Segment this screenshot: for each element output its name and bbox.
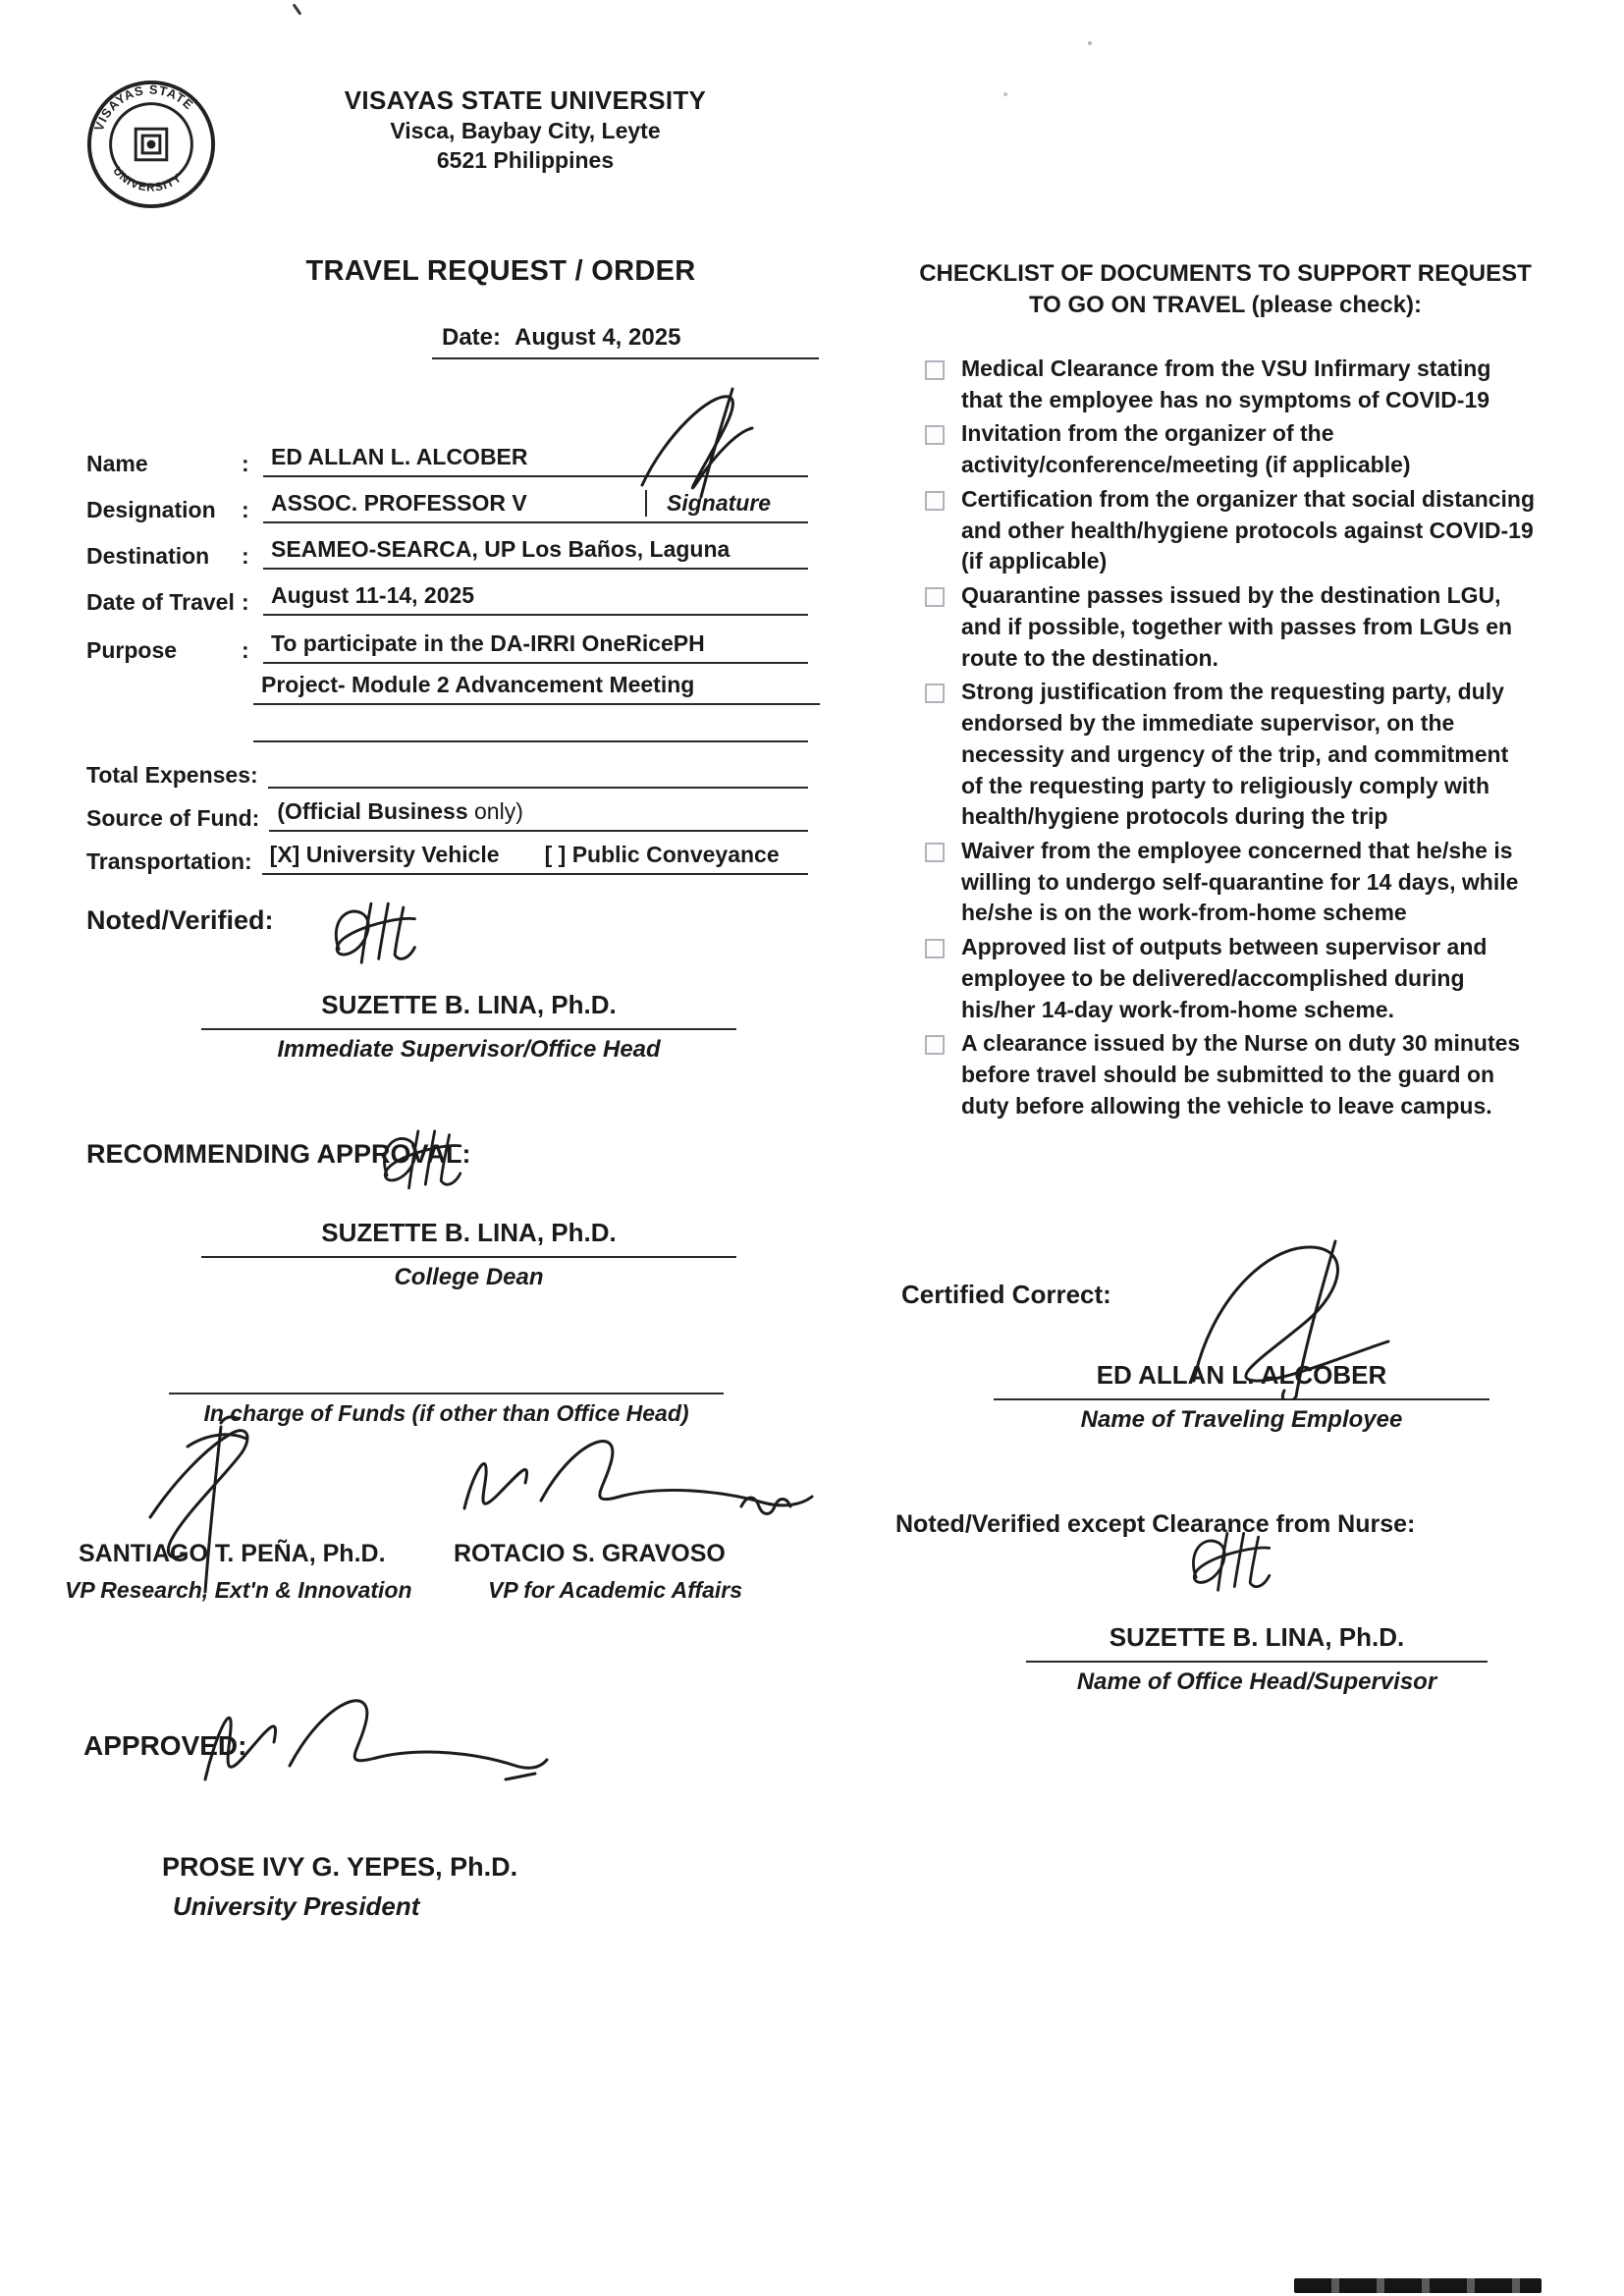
certified-correct-label: Certified Correct: <box>901 1280 1111 1309</box>
date-row <box>432 324 819 359</box>
field-destination <box>86 532 808 570</box>
field-purpose <box>86 627 808 664</box>
checklist-item <box>925 677 1536 833</box>
recommending-signatory <box>201 1218 736 1291</box>
checklist <box>925 354 1536 1125</box>
funds-left-title: VP Research, Ext'n & Innovation <box>65 1577 412 1603</box>
checkbox-icon <box>925 1035 945 1055</box>
form-title: TRAVEL REQUEST / ORDER <box>305 255 696 287</box>
signatory-name: SUZETTE B. LINA, Ph.D. <box>201 1218 736 1258</box>
colon: : <box>242 543 249 569</box>
lina-signature <box>312 889 455 987</box>
svg-text:VISAYAS STATE: VISAYAS STATE <box>90 82 197 134</box>
noted-except-signatory <box>1026 1622 1488 1696</box>
checklist-item-text: Approved list of outputs between supervisor and employee to be delivered/accomplished during his/her 14-day work-from-home scheme. <box>961 934 1488 1022</box>
purpose-value-line1: To participate in the DA-IRRI OneRicePH <box>263 630 808 664</box>
gravoso-signature <box>447 1414 820 1537</box>
total-expenses-label: Total Expenses: <box>86 762 258 788</box>
scan-dot-artifact <box>1088 41 1092 45</box>
checklist-item <box>925 932 1536 1025</box>
checkbox-icon <box>925 939 945 958</box>
president-name: PROSE IVY G. YEPES, Ph.D. <box>162 1852 518 1882</box>
checkbox-icon <box>925 843 945 862</box>
checklist-item <box>925 836 1536 929</box>
pen-mark-artifact <box>293 3 302 15</box>
checklist-title-line1: CHECKLIST OF DOCUMENTS TO SUPPORT REQUEST <box>919 260 1532 287</box>
date-label: Date: <box>442 324 502 351</box>
noted-verified-signatory <box>201 990 736 1064</box>
colon: : <box>242 497 249 522</box>
checklist-item-text: Quarantine passes issued by the destination LGU, and if possible, together with passes from LGUs en route to the destination. <box>961 582 1513 671</box>
signature-cell-label: Signature <box>645 490 804 517</box>
designation-value: ASSOC. PROFESSOR V <box>271 490 527 516</box>
name-value: ED ALLAN L. ALCOBER <box>263 444 808 477</box>
funds-right-name: ROTACIO S. GRAVOSO <box>454 1540 726 1567</box>
checkbox-icon <box>925 491 945 511</box>
funds-caption: In charge of Funds (if other than Office Head) <box>169 1393 724 1427</box>
colon: : <box>242 451 249 476</box>
funds-right-title: VP for Academic Affairs <box>488 1577 743 1603</box>
field-name <box>86 440 808 477</box>
field-source-of-fund <box>86 793 808 832</box>
destination-value: SEAMEO-SEARCA, UP Los Baños, Laguna <box>263 536 808 570</box>
name-label: Name <box>86 451 148 476</box>
destination-label: Destination <box>86 543 210 569</box>
recommending-approval-label: RECOMMENDING APPROVAL: <box>86 1139 471 1169</box>
president-title: University President <box>173 1891 420 1921</box>
checklist-item <box>925 580 1536 674</box>
signatory-name: SUZETTE B. LINA, Ph.D. <box>201 990 736 1030</box>
transportation-value <box>262 842 808 875</box>
checkbox-icon <box>925 360 945 380</box>
total-expenses-value <box>268 782 808 789</box>
date-value: August 4, 2025 <box>514 324 681 351</box>
university-name: VISAYAS STATE UNIVERSITY <box>344 85 707 115</box>
source-of-fund-bold: (Official Business <box>277 798 468 824</box>
signatory-title: Name of Office Head/Supervisor <box>1076 1668 1437 1695</box>
approved-label: APPROVED: <box>83 1730 247 1761</box>
checklist-item-text: Invitation from the organizer of the activity/conference/meeting (if applicable) <box>961 420 1411 478</box>
signatory-name: ED ALLAN L. ALCOBER <box>994 1360 1489 1400</box>
checkbox-icon <box>925 425 945 445</box>
checklist-item-text: Strong justification from the requesting party, duly endorsed by the immediate supervisor, on the necessity and urgency of the trip, and commitment of the requesting party to religiously comply with health/hygiene protocols during the trip <box>961 679 1509 830</box>
signatory-title: College Dean <box>394 1264 544 1290</box>
colon: : <box>242 637 249 663</box>
certified-correct-signatory <box>994 1360 1489 1434</box>
checklist-item <box>925 484 1536 577</box>
field-date-of-travel <box>86 578 808 616</box>
checklist-item-text: Medical Clearance from the VSU Infirmary stating that the employee has no symptoms of COVID-19 <box>961 355 1491 412</box>
purpose-label: Purpose <box>86 637 178 663</box>
checklist-item <box>925 354 1536 415</box>
svg-text:UNIVERSITY: UNIVERSITY <box>110 163 185 194</box>
scan-edge-artifact <box>1294 2278 1542 2293</box>
checklist-item <box>925 418 1536 480</box>
scan-dot-artifact <box>1003 92 1007 96</box>
colon: : <box>242 589 249 615</box>
noted-verified-label: Noted/Verified: <box>86 905 274 935</box>
university-seal-icon <box>83 77 219 212</box>
designation-value-cell <box>263 490 808 523</box>
date-of-travel-label: Date of Travel <box>86 589 235 615</box>
field-designation <box>86 486 808 523</box>
designation-label: Designation <box>86 497 216 522</box>
field-total-expenses <box>86 749 808 789</box>
letterhead <box>290 84 761 175</box>
checklist-title <box>901 258 1549 322</box>
transportation-label: Transportation: <box>86 848 252 874</box>
funds-left-name: SANTIAGO T. PEÑA, Ph.D. <box>79 1540 386 1567</box>
source-of-fund-value <box>269 798 808 832</box>
signatory-title: Immediate Supervisor/Office Head <box>277 1036 661 1063</box>
noted-except-label: Noted/Verified except Clearance from Nurse: <box>895 1510 1416 1538</box>
checklist-item-text: Waiver from the employee concerned that he/she is willing to undergo self-quarantine for 14 days, while he/she is on the work-from-home scheme <box>961 838 1519 926</box>
date-of-travel-value: August 11-14, 2025 <box>263 582 808 616</box>
checklist-title-line2: TO GO ON TRAVEL (please check): <box>1028 292 1423 319</box>
transportation-option-university-vehicle: [X] University Vehicle <box>269 842 500 867</box>
signatory-title: Name of Traveling Employee <box>1080 1406 1403 1433</box>
purpose-value-line2: Project- Module 2 Advancement Meeting <box>253 672 820 705</box>
checklist-item <box>925 1028 1536 1121</box>
university-address-line2: 6521 Philippines <box>436 146 615 173</box>
purpose-blank-line <box>253 705 808 742</box>
checklist-item-text: A clearance issued by the Nurse on duty 30 minutes before travel should be submitted to the guard on duty before allowing the vehicle to leave campus. <box>961 1030 1521 1119</box>
source-of-fund-rest: only) <box>467 798 523 824</box>
signatory-name: SUZETTE B. LINA, Ph.D. <box>1026 1622 1488 1663</box>
checklist-item-text: Certification from the organizer that social distancing and other health/hygiene protocols against COVID-19 (if applicable) <box>961 485 1536 574</box>
source-of-fund-label: Source of Fund: <box>86 805 260 831</box>
checkbox-icon <box>925 683 945 703</box>
university-address-line1: Visca, Baybay City, Leyte <box>390 118 661 144</box>
checkbox-icon <box>925 587 945 607</box>
field-transportation <box>86 836 808 875</box>
transportation-option-public-conveyance: [ ] Public Conveyance <box>544 842 780 867</box>
